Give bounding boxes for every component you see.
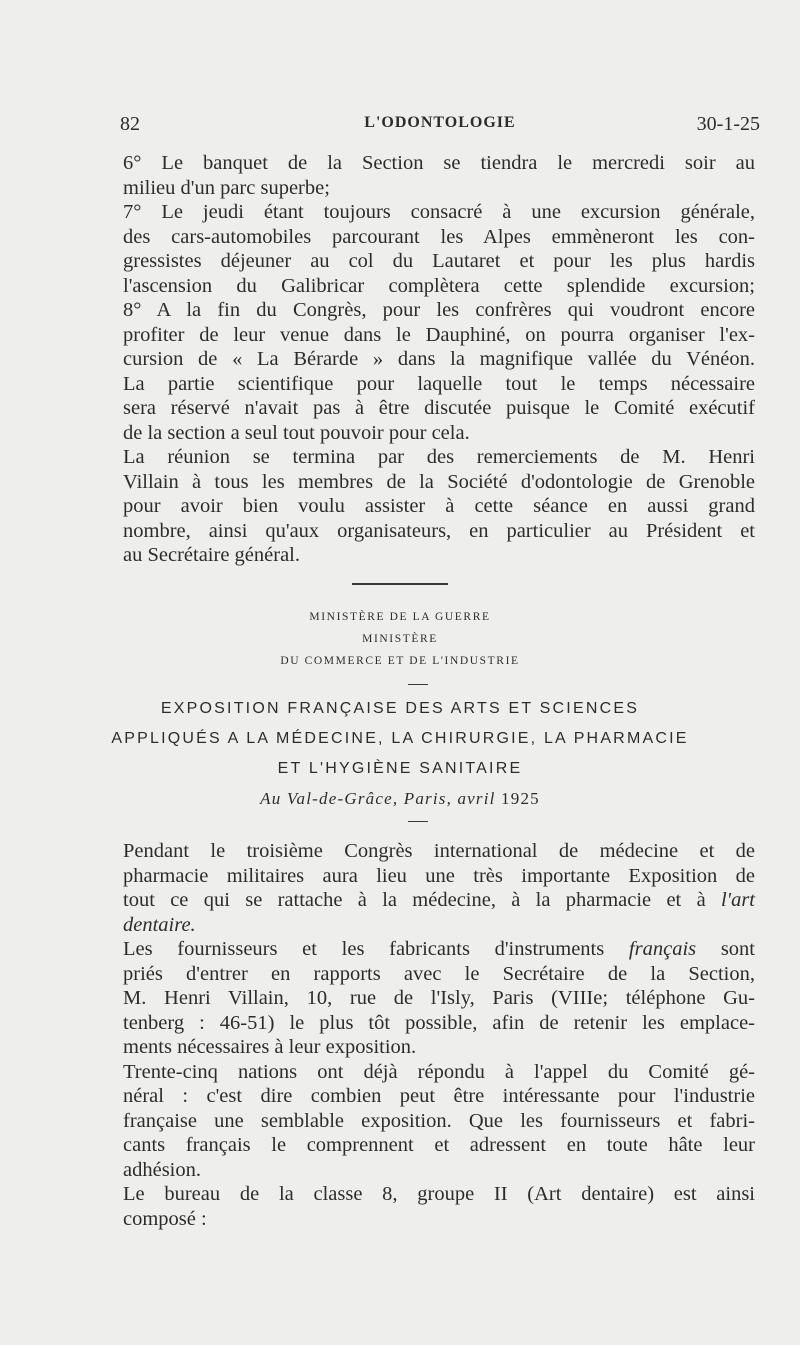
text-line: cants français le comprennent et adressent en toute hâte leur [123,1134,755,1156]
text-line: Villain à tous les membres de la Société d'odontologie de Grenoble [123,470,755,493]
top-text-block [123,151,755,568]
exhibition-place-date [0,789,800,809]
text-line [123,888,755,913]
text-line: La partie scientifique pour laquelle tout le temps nécessaire [123,372,755,395]
text-line: La réunion se termina par des remerciements de M. Henri [123,446,755,468]
text-line: ments nécessaires à leur exposition. [123,1036,417,1058]
text-run: sont [720,938,755,960]
text-line: sera réservé n'avait pas à être discutée puisque le Comité exécutif [123,397,755,419]
text-line: des cars-automobiles parcourant les Alpes emmèneront les con- [123,225,755,248]
text-line: cursion de « La Bérarde » dans la magnifique vallée du Vénéon. [123,348,755,370]
text-line: Trente-cinq nations ont déjà répondu à l'appel du Comité gé- [123,1060,755,1083]
text-line: Pendant le troisième Congrès international de médecine et de [123,840,755,862]
ministry-line: MINISTÈRE DE LA GUERRE [309,611,491,623]
text-line: tenberg : 46-51) le plus tôt possible, afin de retenir les emplace- [123,1011,755,1034]
text-line: priés d'entrer en rapports avec le Secrétaire de la Section, [123,962,755,985]
text-line: dentaire. [123,913,196,936]
issue-date: 30-1-25 [696,113,760,135]
text-run: tout ce qui se rattache à la médecine, à la pharmacie et à [123,889,706,911]
short-rule [408,821,428,822]
text-line: composé : [123,1207,207,1230]
running-header [120,113,760,143]
place-text: Au Val-de-Grâce, Paris, avril [260,789,496,808]
exhibition-title: ET L'HYGIÈNE SANITAIRE [277,760,523,777]
text-line: milieu d'un parc superbe; [123,176,330,199]
page-number: 82 [120,113,140,135]
bottom-text-block [123,839,755,1231]
text-line: Le bureau de la classe 8, groupe II (Art dentaire) est ainsi [123,1183,755,1205]
year-text: 1925 [501,789,540,808]
text-line: de la section a seul tout pouvoir pour cela. [123,421,470,444]
italic-text: français [628,938,697,960]
short-rule [408,684,428,685]
text-run: Les fournisseurs et les fabricants d'instruments [123,938,605,960]
text-line: profiter de leur venue dans le Dauphiné, on pourra organiser l'ex- [123,323,755,346]
italic-text: l'art [720,889,755,911]
text-line: l'ascension du Galibricar complètera cette splendide excursion; [123,274,755,297]
exhibition-title: APPLIQUÉS A LA MÉDECINE, LA CHIRURGIE, LA PHARMACIE [111,730,689,747]
text-line: pharmacie militaires aura lieu une très importante Exposition de [123,864,755,887]
ministry-line: MINISTÈRE [362,633,438,645]
text-line: 8° A la fin du Congrès, pour les confrères qui voudront encore [123,299,755,321]
text-line: au Secrétaire général. [123,544,300,566]
text-line: M. Henri Villain, 10, rue de l'Isly, Paris (VIIIe; téléphone Gu- [123,987,755,1009]
text-line [123,937,755,962]
text-line: nombre, ainsi qu'aux organisateurs, en particulier au Président et [123,519,755,542]
text-line: adhésion. [123,1158,201,1181]
text-line: gressistes déjeuner au col du Lautaret et pour les plus hardis [123,250,755,272]
text-line: 7° Le jeudi étant toujours consacré à une excursion générale, [123,201,755,223]
text-line: 6° Le banquet de la Section se tiendra le mercredi soir au [123,152,755,174]
ministry-line: DU COMMERCE ET DE L'INDUSTRIE [280,655,520,667]
exhibition-title: EXPOSITION FRANÇAISE DES ARTS ET SCIENCES [160,700,640,717]
text-line: française une semblable exposition. Que les fournisseurs et fabri- [123,1109,755,1132]
section-divider [352,583,448,585]
journal-title: L'ODONTOLOGIE [364,114,516,131]
text-line: néral : c'est dire combien peut être intéressante pour l'industrie [123,1085,755,1107]
text-line: pour avoir bien voulu assister à cette séance en aussi grand [123,495,755,517]
